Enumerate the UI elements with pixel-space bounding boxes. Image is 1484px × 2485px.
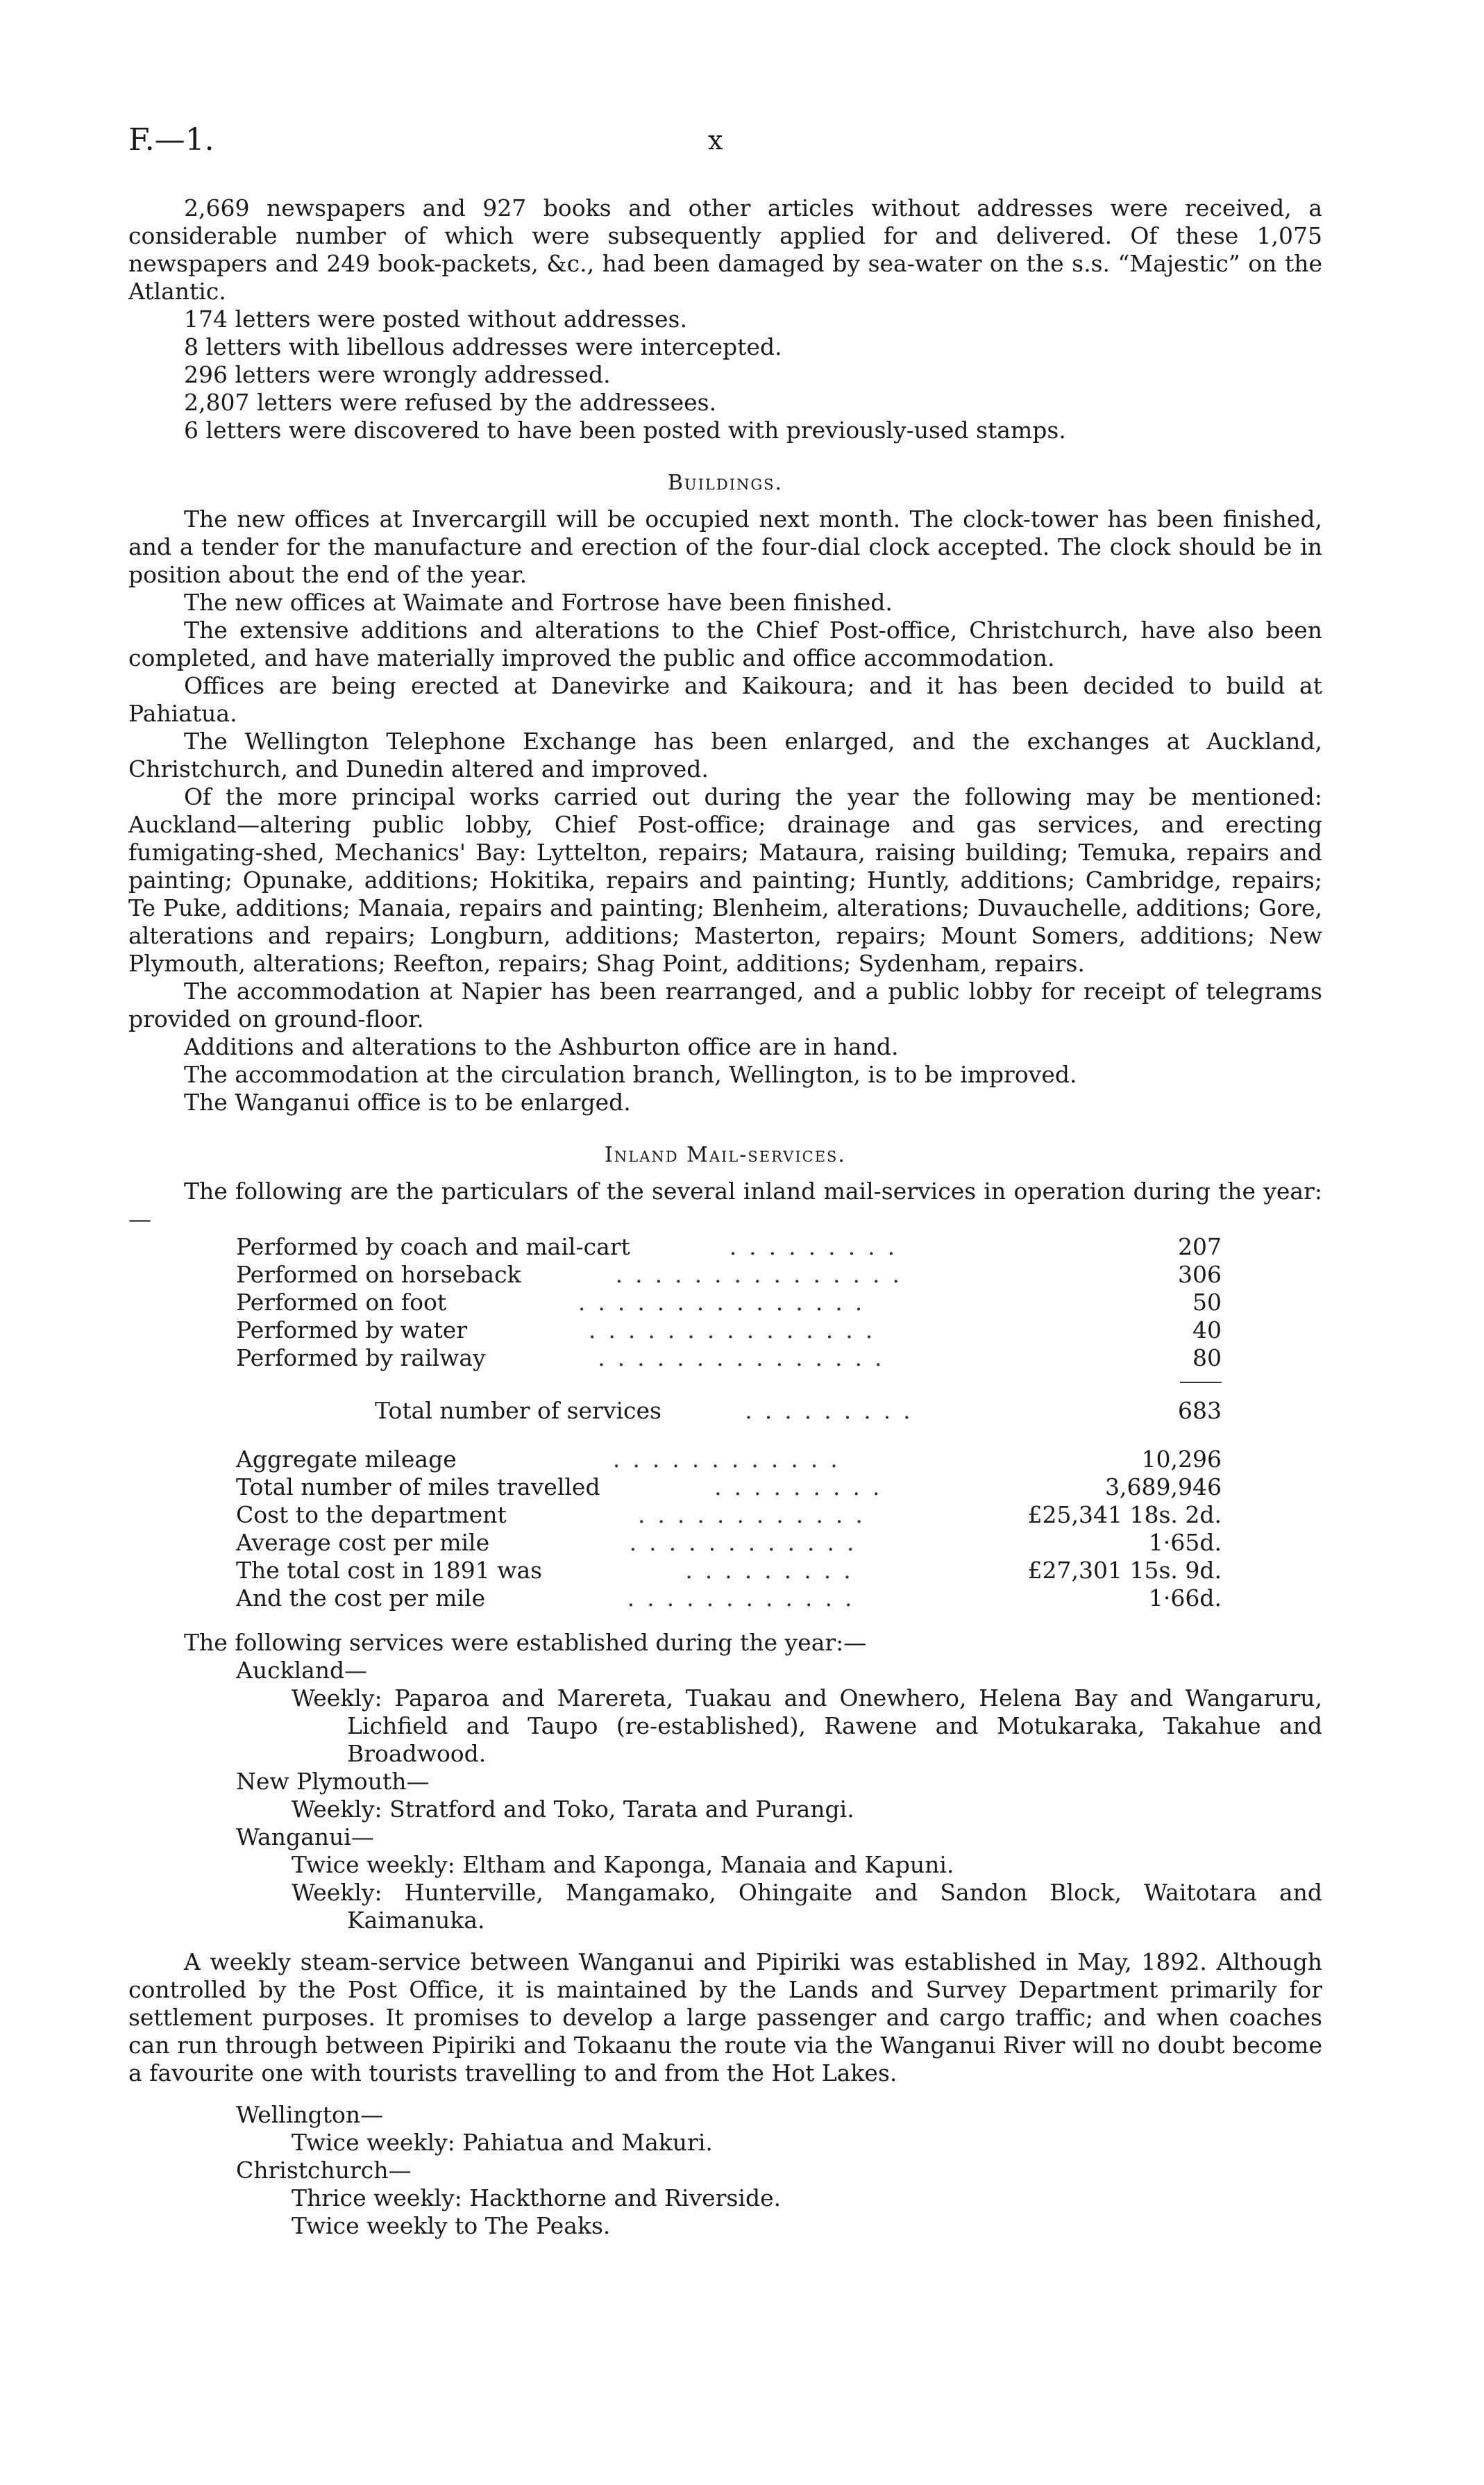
steam-service-paragraph: A weekly steam-service between Wanganui and Pipiriki was established in May, 1892. Although controlled by the Post Office, it is maintained by the Lands and Survey Department primarily for settlement purposes. It promises to develop a large passenger and cargo traffic; and when coaches can run through between Pipiriki and Tokaanu the route via the Wanganui River will no doubt become a favourite one with tourists travelling to and from the Hot Lakes. xyxy=(128,1948,1322,2086)
table-row: Performed on foot ............... 50 xyxy=(236,1289,1222,1316)
buildings-paragraph: The accommodation at Napier has been rearranged, and a public lobby for receipt of telegrams provided on ground-floor. xyxy=(128,978,1322,1032)
service-entry: Twice weekly to The Peaks. xyxy=(292,2212,611,2239)
row-label: Total number of miles travelled xyxy=(236,1473,600,1500)
buildings-paragraph: The extensive additions and alterations to the Chief Post-office, Christchurch, have also been completed, and have materially improved the public and office accommodation. xyxy=(128,617,1322,671)
row-value: 40 xyxy=(1192,1316,1222,1344)
buildings-paragraph: The new offices at Invercargill will be occupied next month. The clock-tower has been finished, and a tender for the manufacture and erection of the four-dial clock accepted. The clock should be in position about the end of the year. xyxy=(128,505,1322,588)
service-entry: Twice weekly: Pahiatua and Makuri. xyxy=(292,2129,713,2156)
document-reference: F.—1. xyxy=(128,122,214,158)
service-entry: Weekly: Paparoa and Marereta, Tuakau and Onewhero, Helena Bay and Wangaruru, Lichfield and Taupo (re-established), Rawene and Motukaraka, Takahue and Broadwood. xyxy=(292,1684,1322,1767)
row-label: Aggregate mileage xyxy=(236,1446,457,1473)
row-value: 80 xyxy=(1192,1344,1222,1371)
buildings-paragraph: The Wellington Telephone Exchange has been enlarged, and the exchanges at Auckland, Christchurch, and Dunedin altered and improved. xyxy=(128,728,1322,783)
services-table xyxy=(236,1233,1222,1383)
figures-table xyxy=(236,1446,1222,1612)
row-value: 50 xyxy=(1192,1289,1222,1316)
row-label: The total cost in 1891 was xyxy=(236,1557,543,1584)
row-label: And the cost per mile xyxy=(236,1584,486,1612)
letter-stat: 6 letters were discovered to have been posted with previously-used stamps. xyxy=(184,417,1066,444)
document-body xyxy=(128,194,1322,2240)
total-value: 683 xyxy=(1178,1397,1222,1424)
intro-paragraph: 2,669 newspapers and 927 books and other articles without addresses were received, a considerable number of which were subsequently applied for and delivered. Of these 1,075 newspapers and 249 book-packets, &c., had been damaged by sea-water on the s.s. “Majestic” on the Atlantic. xyxy=(128,194,1322,305)
service-entry: Twice weekly: Eltham and Kaponga, Manaia and Kapuni. xyxy=(292,1851,954,1878)
table-row: Performed by railway ............... 80 xyxy=(236,1344,1222,1371)
inland-heading: Inland Mail-services. xyxy=(605,1143,846,1167)
service-entry: Weekly: Hunterville, Mangamako, Ohingaite and Sandon Block, Waitotara and Kaimanuka. xyxy=(292,1879,1322,1934)
district-name: New Plymouth— xyxy=(236,1768,430,1795)
district-name: Christchurch— xyxy=(236,2157,412,2184)
district-name: Wanganui— xyxy=(236,1823,374,1850)
table-row: Performed by coach and mail-cart ......... 207 xyxy=(236,1233,1222,1260)
row-label: Average cost per mile xyxy=(236,1529,490,1556)
row-label: Cost to the department xyxy=(236,1501,507,1528)
table-row: Performed by water ............... 40 xyxy=(236,1316,1222,1344)
buildings-paragraph: Of the more principal works carried out during the year the following may be mentioned: Auckland—altering public lobby, Chief Post-office; drainage and gas services, and erecting fumigating-shed, Mechanics' Bay: Lyttelton, repairs; Mataura, raising building; Temuka, repairs and painting; Opunake, additions; Hokitika, repairs and painting; Huntly, additions; Cambridge, repairs; Te Puke, additions; Manaia, repairs and painting; Blenheim, alterations; Duvauchelle, additions; Gore, alterations and repairs; Longburn, additions; Masterton, repairs; Mount Somers, additions; New Plymouth, alterations; Reefton, repairs; Shag Point, additions; Sydenham, repairs. xyxy=(128,783,1322,977)
inland-intro: The following are the particulars of the several inland mail-services in operation during the year:— xyxy=(128,1178,1322,1232)
total-label: Total number of services xyxy=(375,1397,661,1424)
service-entry: Thrice weekly: Hackthorne and Riverside. xyxy=(292,2184,782,2211)
letter-stat: 296 letters were wrongly addressed. xyxy=(184,361,611,388)
table-row: Total number of miles travelled ......... 3,689,946 xyxy=(236,1473,1222,1500)
table-row: Aggregate mileage ............ 10,296 xyxy=(236,1446,1222,1473)
row-label: Performed by coach and mail-cart xyxy=(236,1233,630,1260)
row-label: Performed on foot xyxy=(236,1289,447,1316)
buildings-paragraph: The new offices at Waimate and Fortrose have been finished. xyxy=(184,589,893,616)
buildings-paragraph: Offices are being erected at Danevirke and Kaikoura; and it has been decided to build at Pahiatua. xyxy=(128,672,1322,727)
services-total: Total number of services ......... 683 xyxy=(375,1397,1222,1424)
page-number: x xyxy=(708,125,723,156)
table-row: Average cost per mile ............ 1·65d. xyxy=(236,1529,1222,1556)
row-value: 1·65d. xyxy=(1148,1529,1222,1556)
service-entry: Weekly: Stratford and Toko, Tarata and Purangi. xyxy=(292,1796,854,1823)
table-row: Performed on horseback ............... 306 xyxy=(236,1261,1222,1288)
buildings-paragraph: The Wanganui office is to be enlarged. xyxy=(184,1089,631,1116)
row-label: Performed by water xyxy=(236,1316,468,1344)
established-intro: The following services were established during the year:— xyxy=(184,1629,867,1656)
table-row: Cost to the department ............ £25,341 18s. 2d. xyxy=(236,1501,1222,1528)
letter-stat: 8 letters with libellous addresses were intercepted. xyxy=(184,333,782,360)
table-row: And the cost per mile ............ 1·66d. xyxy=(236,1584,1222,1612)
table-row: The total cost in 1891 was ......... £27,301 15s. 9d. xyxy=(236,1557,1222,1584)
letter-stat: 2,807 letters were refused by the addressees. xyxy=(184,389,717,416)
buildings-paragraph: Additions and alterations to the Ashburton office are in hand. xyxy=(184,1033,899,1060)
sum-rule xyxy=(1180,1382,1222,1383)
row-value: 10,296 xyxy=(1141,1446,1222,1473)
row-value: 1·66d. xyxy=(1148,1584,1222,1612)
district-name: Wellington— xyxy=(236,2101,384,2128)
row-value: £27,301 15s. 9d. xyxy=(1027,1557,1222,1584)
letter-stat: 174 letters were posted without addresses. xyxy=(184,306,687,333)
row-value: £25,341 18s. 2d. xyxy=(1027,1501,1222,1528)
buildings-heading: Buildings. xyxy=(667,471,784,495)
row-label: Performed by railway xyxy=(236,1344,486,1371)
row-label: Performed on horseback xyxy=(236,1261,521,1288)
buildings-paragraph: The accommodation at the circulation branch, Wellington, is to be improved. xyxy=(184,1061,1077,1088)
district-name: Auckland— xyxy=(236,1657,368,1684)
row-value: 207 xyxy=(1178,1233,1222,1260)
row-value: 306 xyxy=(1178,1261,1222,1288)
row-value: 3,689,946 xyxy=(1105,1473,1222,1500)
